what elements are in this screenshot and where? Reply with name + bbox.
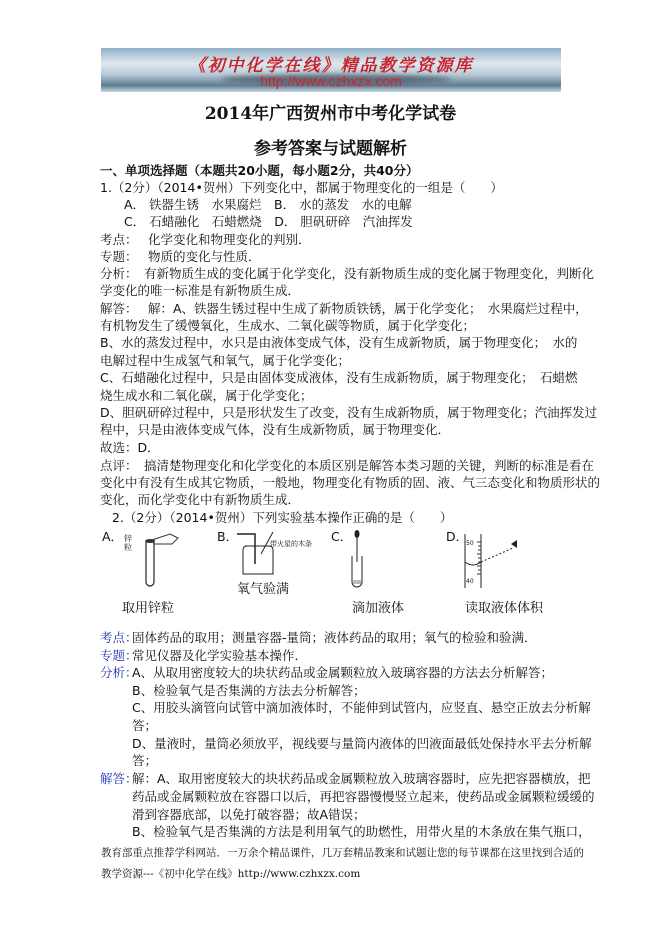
q2-fenxi-line: A、从取用密度较大的块状药品或金属颗粒放入玻璃容器的方法去分析解答；	[132, 665, 554, 680]
figure-a-label: 锌粒	[124, 534, 132, 552]
q2-fenxi-label: 分析：	[100, 665, 138, 680]
figure-b-letter: B．	[217, 529, 239, 544]
q1-dianping: 搞清楚物理变化和化学变化的本质区别是解答本类习题的关键，判断的标准是看在	[144, 458, 595, 473]
q2-fenxi-line: D、量液时，量筒必须放平，视线要与量筒内液体的凹液面最低处保持水平去分析解	[132, 736, 592, 751]
q1-jieda-line: 烧生成水和二氧化碳，属于化学变化；	[100, 388, 313, 403]
q1-dianping: 变化中有没有生成其它物质，一般地，物理变化有物质的固、液、气三态变化和物质形状的	[100, 475, 601, 490]
q1-fenxi: 学变化的唯一标准是有新物质生成．	[100, 283, 301, 298]
q2-jieda-line: B、检验氧气是否集满的方法是利用氧气的助燃性，用带火星的木条放在集气瓶口，	[132, 824, 591, 839]
q1-jieda-line: 电解过程中生成氢气和氧气，属于化学变化；	[100, 353, 351, 368]
q2-fenxi-line: 答；	[132, 718, 158, 733]
figure-c-letter: C．	[331, 529, 353, 544]
q1-jieda-line: 解：A、铁器生锈过程中生成了新物质铁锈，属于化学变化； 水果腐烂过程中，	[148, 301, 588, 316]
q2-jieda-line: 滑到容器底部，以免打破容器；故A错误；	[132, 807, 366, 822]
q1-fenxi-label: 分析：	[100, 266, 138, 281]
q2-stem: 2.（2分）（2014•贺州）下列实验基本操作正确的是（ ）	[112, 510, 453, 525]
figure-a-test-tube	[130, 530, 190, 590]
figure-b-label: 带火星的木条	[270, 540, 312, 548]
q2-fenxi-line: B、检验氧气是否集满的方法去分析解答；	[132, 683, 366, 698]
page-title: 2014年广西贺州市中考化学试卷	[204, 104, 457, 124]
figure-a-letter: A．	[102, 529, 124, 544]
q1-stem: 1.（2分）（2014•贺州）下列变化中，都属于物理变化的一组是（ ）	[100, 180, 503, 195]
figure-a-caption: 取用锌粒	[122, 601, 175, 616]
q1-jieda-label: 解答：	[100, 301, 138, 316]
q1-jieda-line: C、石蜡融化过程中，只是由固体变成液体，没有生成新物质，属于物理变化； 石蜡燃	[100, 370, 578, 385]
q1-dianping-label: 点评：	[100, 458, 138, 473]
q2-jieda-line: 药品或金属颗粒放在容器口以后，再把容器慢慢竖立起来，使药品或金属颗粒缓缓的	[132, 789, 595, 804]
header-banner	[101, 48, 561, 92]
q1-zhuanti: 物质的变化与性质．	[148, 249, 261, 264]
figure-d-tick-top: 50	[466, 540, 474, 547]
q1-answer: 故选：D．	[100, 440, 160, 455]
figure-b-caption: 氧气验满	[237, 582, 290, 597]
q2-zhuanti-label: 专题：	[100, 648, 138, 663]
q2-kaodian: 固体药品的取用；测量容器-量筒；液体药品的取用；氧气的检验和验满．	[132, 630, 537, 645]
q1-options-cd: C． 石蜡融化 石蜡燃烧 D． 胆矾研碎 汽油挥发	[124, 214, 413, 229]
q1-jieda-line: 程中，只是由液体变成气体，没有生成新物质，属于物理变化．	[100, 422, 451, 437]
figure-d-letter: D．	[446, 529, 469, 544]
q1-jieda-line: D、胆矾研碎过程中，只是形状发生了改变，没有生成新物质，属于物理变化；汽油挥发过	[100, 405, 598, 420]
q2-kaodian-label: 考点：	[100, 630, 138, 645]
banner-url[interactable]: http://www.czhxzx.com	[260, 73, 402, 89]
q1-jieda-line: B、水的蒸发过程中，水只是由液体变成气体，没有生成新物质，属于物理变化； 水的	[100, 335, 578, 350]
q1-options-ab: A． 铁器生锈 水果腐烂 B． 水的蒸发 水的电解	[124, 197, 412, 212]
q1-dianping: 变化，而化学变化中有新物质生成．	[100, 492, 301, 507]
q1-jieda-line: 有机物发生了缓慢氧化，生成水、二氧化碳等物质，属于化学变化；	[100, 318, 476, 333]
q2-jieda-line: 解：A、取用密度较大的块状药品或金属颗粒放入玻璃容器时，应先把容器横放，把	[132, 771, 591, 786]
q2-fenxi-line: C、用胶头滴管向试管中滴加液体时，不能伸到试管内，应竖直、悬空正放去分析解	[132, 700, 591, 715]
footer-line-1: 教育部重点推荐学科网站．一万余个精品课件，几万套精品教案和试题让您的每节课都在这里找到合适的	[101, 847, 584, 859]
banner-title: 《初中化学在线》精品教学资源库	[188, 56, 474, 76]
q1-kaodian-label: 考点：	[100, 232, 138, 247]
q2-jieda-label: 解答：	[100, 771, 138, 786]
figure-c-dropper	[345, 528, 369, 590]
q2-fenxi-line: 答；	[132, 753, 158, 768]
q2-zhuanti: 常见仪器及化学实验基本操作．	[132, 648, 308, 663]
figure-c-caption: 滴加液体	[352, 601, 405, 616]
figure-d-caption: 读取液体体积	[465, 601, 544, 616]
section-heading: 一、单项选择题（本题共20小题，每小题2分，共40分）	[100, 163, 419, 178]
q1-fenxi: 有新物质生成的变化属于化学变化，没有新物质生成的变化属于物理变化，判断化	[144, 266, 595, 281]
q1-kaodian: 化学变化和物理变化的判别．	[148, 232, 311, 247]
footer-line-2: 教学资源---《初中化学在线》http://www.czhxzx.com	[101, 868, 361, 880]
figure-d-tick-bottom: 40	[466, 578, 474, 585]
page-subtitle: 参考答案与试题解析	[254, 139, 407, 159]
q1-zhuanti-label: 专题：	[100, 249, 138, 264]
